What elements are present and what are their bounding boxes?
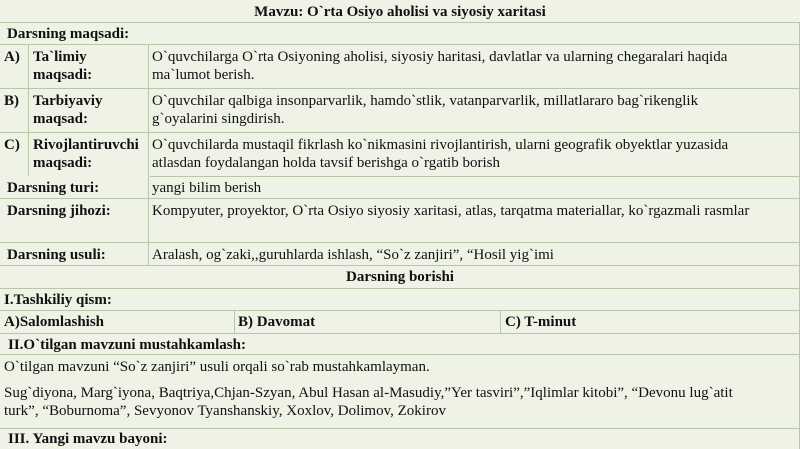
reinforcement-text: Sug`diyona, Marg`iyona, Baqtriya,Chjan-Szyan, Abul Hasan al-Masudiy,”Yer tasviri”,”Iqlimlar kitobi”, “Devonu lug`atit (4, 385, 733, 401)
reinforcement-text: O`tilgan mavzuni “So`z zanjiri” usuli orqali so`rab mustahkamlayman. (4, 359, 430, 375)
organizational-item-b: B) Davomat (238, 314, 316, 330)
method-value: Aralash, og`zaki,,guruhlarda ishlash, “So`z zanjiri”, “Hosil yig`imi (152, 247, 554, 263)
reinforcement-heading: II.O`tilgan mavzuni mustahkamlash: (8, 337, 246, 353)
divider (234, 310, 235, 333)
new-topic-heading: III. Yangi mavzu bayoni: (8, 431, 168, 447)
divider (28, 44, 29, 176)
goal-a-label: maqsadi: (33, 67, 93, 83)
progress-heading: Darsning borishi (346, 269, 454, 285)
divider (0, 333, 800, 334)
goal-c-text: O`quvchilarda mustaqil fikrlash ko`nikmasini rivojlantirish, ularni geografik obyektlar yuzasida (152, 137, 729, 153)
divider (0, 242, 800, 243)
goal-c-label: maqsadi: (33, 155, 93, 171)
goal-a-label: Ta`limiy (33, 49, 87, 65)
divider (0, 265, 800, 266)
goal-b-label: maqsad: (33, 111, 89, 127)
goal-a-letter: A) (4, 49, 20, 65)
goal-b-label: Tarbiyaviy (33, 93, 103, 109)
goal-c-text: atlasdan foydalangan holda tavsif berishga o`rgatib borish (152, 155, 500, 171)
divider (0, 354, 800, 355)
goal-b-text: O`quvchilar qalbiga insonparvarlik, hamdo`stlik, vatanparvarlik, millatlararo bag`rikenglik (152, 93, 699, 109)
divider (0, 132, 800, 133)
page-title: Mavzu: O`rta Osiyo aholisi va siyosiy xaritasi (254, 4, 546, 20)
divider (0, 44, 800, 45)
goal-b-text: g`oyalarini singdirish. (152, 111, 285, 127)
organizational-item-a: A)Salomlashish (4, 314, 105, 330)
method-label: Darsning usuli: (7, 247, 106, 263)
equipment-value: Kompyuter, proyektor, O`rta Osiyo siyosiy xaritasi, atlas, tarqatma materiallar, ko`rgazmali rasmlar (152, 203, 750, 219)
divider (0, 428, 800, 429)
divider (0, 88, 800, 89)
goals-heading: Darsning maqsadi: (7, 26, 130, 42)
lesson-type-label: Darsning turi: (7, 180, 100, 196)
divider (148, 44, 149, 265)
goal-a-text: ma`lumot berish. (152, 67, 255, 83)
organizational-item-c: C) T-minut (505, 314, 577, 330)
divider (150, 176, 800, 177)
organizational-heading: I.Tashkiliy qism: (4, 292, 112, 308)
divider (0, 22, 800, 23)
equipment-label: Darsning jihozi: (7, 203, 111, 219)
divider (0, 310, 800, 311)
goal-c-letter: C) (4, 137, 20, 153)
goal-a-text: O`quvchilarga O`rta Osiyoning aholisi, siyosiy haritasi, davlatlar va ularning chegaralari haqida (152, 49, 728, 65)
lesson-type-value: yangi bilim berish (152, 180, 262, 196)
reinforcement-text: turk”, “Boburnoma”, Sevyonov Tyanshanskiy, Xoxlov, Dolimov, Zokirov (4, 403, 446, 419)
goal-c-label: Rivojlantiruvchi (33, 137, 139, 153)
goal-b-letter: B) (4, 93, 19, 109)
divider (0, 288, 800, 289)
divider (500, 310, 501, 333)
divider (0, 198, 800, 199)
